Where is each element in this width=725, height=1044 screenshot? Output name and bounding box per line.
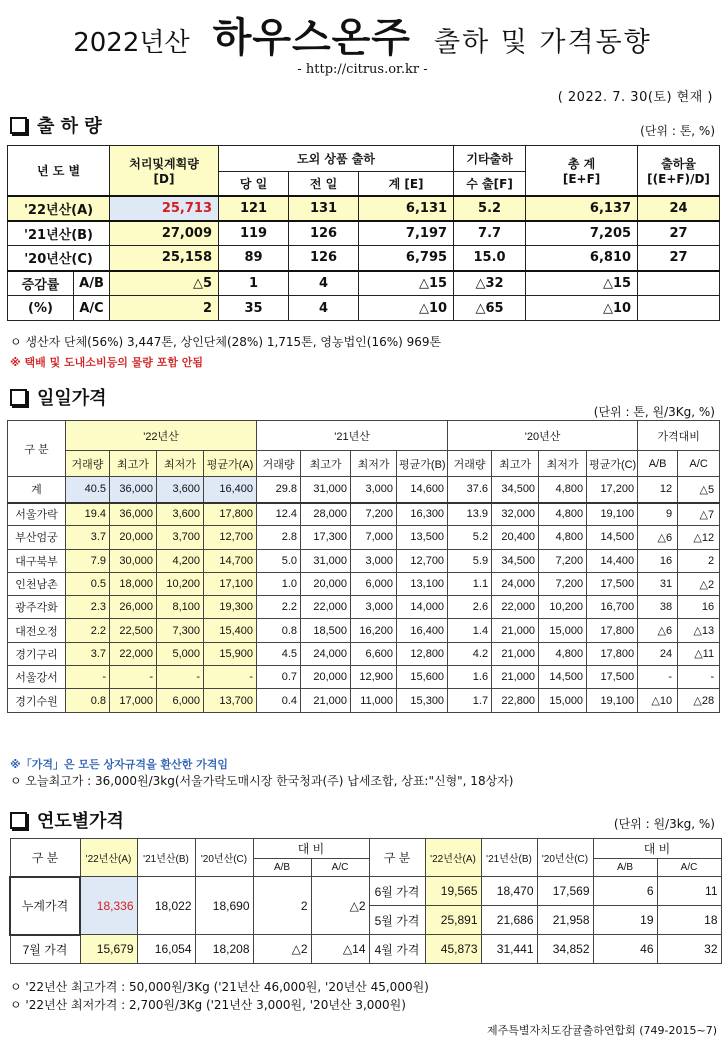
- price-cell: 2: [678, 549, 720, 572]
- header-col-right: 구 분: [369, 839, 425, 877]
- price-cell: 10,200: [157, 572, 204, 595]
- table-row: [8, 596, 720, 619]
- footer-org: 제주특별자치도감귤출하연합회 (749-2015~7): [486, 1024, 717, 1037]
- price-cell: 2.8: [257, 526, 301, 549]
- header-other: 기타출하: [454, 146, 526, 172]
- price-cell: 3.7: [66, 642, 110, 665]
- price-cell: 16: [638, 549, 678, 572]
- price-cell: 0.5: [66, 572, 110, 595]
- price-cell: 4,800: [539, 503, 587, 526]
- price-cell: △2: [678, 572, 720, 595]
- price-cell: 21,000: [492, 642, 539, 665]
- market-name: 대구북부: [8, 549, 66, 572]
- price-cell: 14,000: [397, 596, 448, 619]
- price-cell: 34,500: [492, 477, 539, 503]
- subheader-cell: 거래량: [66, 451, 110, 477]
- page-title: [0, 6, 725, 66]
- market-name: 광주각화: [8, 596, 66, 619]
- market-name: 서울강서: [8, 666, 66, 689]
- price-cell: 22,000: [492, 596, 539, 619]
- shipment-section-title: 출 하 량: [10, 112, 102, 138]
- price-cell: 18,000: [110, 572, 157, 595]
- title-main: 하우스온주: [212, 15, 411, 61]
- price-cell: 2.3: [66, 596, 110, 619]
- price-cell: 7,000: [351, 526, 397, 549]
- price-cell: 13.9: [448, 503, 492, 526]
- price-cell: 15,000: [539, 689, 587, 712]
- shipment-note-red: ※ 택배 및 도내소비등의 물량 포함 안됨: [10, 356, 204, 369]
- market-name: 경기구리: [8, 642, 66, 665]
- price-cell: 1.7: [448, 689, 492, 712]
- price-cell: 20,000: [301, 666, 351, 689]
- subheader-cell: 거래량: [257, 451, 301, 477]
- checkbox-icon: [10, 389, 27, 406]
- price-cell: 7,300: [157, 619, 204, 642]
- price-cell: △12: [678, 526, 720, 549]
- price-cell: 1.6: [448, 666, 492, 689]
- price-cell: 3,000: [351, 549, 397, 572]
- yearly-note-max: ㅇ '22년산 최고가격 : 50,000원/3Kg ('21년산 46,000원, '20년산 45,000원): [10, 980, 429, 994]
- header-planned: 처리및계획량 [D]: [110, 146, 219, 196]
- price-cell: 6,600: [351, 642, 397, 665]
- report-date: ( 2022. 7. 30(토) 현재 ): [557, 90, 713, 105]
- price-cell: 9: [638, 503, 678, 526]
- price-cell: 17,800: [587, 642, 638, 665]
- header-21: '21년산: [257, 421, 448, 451]
- price-cell: 22,800: [492, 689, 539, 712]
- header-year: 년 도 별: [8, 146, 110, 196]
- price-cell: 19,100: [587, 689, 638, 712]
- yearly-unit: (단위 : 원/3kg, %): [613, 817, 715, 831]
- price-cell: 6,000: [351, 572, 397, 595]
- price-cell: 17,500: [587, 572, 638, 595]
- header-22: '22년산: [66, 421, 257, 451]
- market-name: 경기수원: [8, 689, 66, 712]
- price-cell: -: [157, 666, 204, 689]
- shipment-table: [7, 145, 720, 321]
- price-cell: 20,000: [110, 526, 157, 549]
- price-cell: △6: [638, 619, 678, 642]
- price-cell: 24: [638, 642, 678, 665]
- price-cell: 36,000: [110, 477, 157, 503]
- daily-note: ※「가격」은 모든 상자규격을 환산한 가격임: [10, 758, 229, 771]
- price-cell: 1.0: [257, 572, 301, 595]
- price-cell: 2.6: [448, 596, 492, 619]
- price-cell: 12,700: [397, 549, 448, 572]
- price-cell: 5.9: [448, 549, 492, 572]
- subheader-cell: 최저가: [539, 451, 587, 477]
- price-cell: 31,000: [301, 549, 351, 572]
- subheader-cell: 최고가: [492, 451, 539, 477]
- table-row: 누계가격 18,336 18,022 18,690 2 △2 6월 가격 19,565 18,470 17,569 6 11: [10, 877, 721, 906]
- header-20: '20년산: [448, 421, 638, 451]
- price-cell: 26,000: [110, 596, 157, 619]
- subheader-cell: A/B: [638, 451, 678, 477]
- price-cell: 3.7: [66, 526, 110, 549]
- price-cell: 16,300: [397, 503, 448, 526]
- price-cell: 5.0: [257, 549, 301, 572]
- table-row: '20년산(C) 25,158 89 126 6,795 15.0 6,810 27: [8, 246, 720, 271]
- header-domestic: 도외 상품 출하: [219, 146, 454, 172]
- price-cell: 7,200: [351, 503, 397, 526]
- price-cell: 7,200: [539, 549, 587, 572]
- price-cell: △7: [678, 503, 720, 526]
- table-row: 7월 가격 15,679 16,054 18,208 △2 △14 4월 가격 45,873 31,441 34,852 46 32: [10, 935, 721, 964]
- price-cell: 19,100: [587, 503, 638, 526]
- table-row: (%) A/C 2 35 4 △10 △65 △10: [8, 296, 720, 321]
- price-cell: 4,800: [539, 477, 587, 503]
- price-cell: 14,500: [539, 666, 587, 689]
- subheader-cell: 평균가(B): [397, 451, 448, 477]
- price-cell: 1.1: [448, 572, 492, 595]
- header-compare: 가격대비: [638, 421, 720, 451]
- table-row: [8, 689, 720, 712]
- subheader-cell: 최저가: [351, 451, 397, 477]
- price-cell: 16,200: [351, 619, 397, 642]
- price-cell: 17,800: [204, 503, 257, 526]
- price-cell: △6: [638, 526, 678, 549]
- table-row: [8, 549, 720, 572]
- daily-note-2: ㅇ 오늘최고가 : 36,000원/3kg(서울가락도매시장 한국청과(주) 납세조합, 상표:"신형", 18상자): [10, 774, 514, 788]
- price-cell: 29.8: [257, 477, 301, 503]
- price-cell: 4,800: [539, 642, 587, 665]
- price-cell: 3,600: [157, 503, 204, 526]
- price-cell: △28: [678, 689, 720, 712]
- price-cell: 31: [638, 572, 678, 595]
- subheader-cell: 최저가: [157, 451, 204, 477]
- price-cell: 16,700: [587, 596, 638, 619]
- market-name: 대전오정: [8, 619, 66, 642]
- table-row: [8, 572, 720, 595]
- price-cell: 15,000: [539, 619, 587, 642]
- checkbox-icon: [10, 812, 27, 829]
- daily-section-title: 일일가격: [10, 384, 107, 410]
- table-row: 5월 가격 25,891 21,686 21,958 19 18: [10, 906, 721, 935]
- table-row: [8, 619, 720, 642]
- price-cell: 19.4: [66, 503, 110, 526]
- price-cell: 14,600: [397, 477, 448, 503]
- subheader-cell: 거래량: [448, 451, 492, 477]
- price-cell: 4,200: [157, 549, 204, 572]
- table-row: '22년산(A) 25,713 121 131 6,131 5.2 6,137 24: [8, 196, 720, 221]
- price-cell: 31,000: [301, 477, 351, 503]
- price-cell: 28,000: [301, 503, 351, 526]
- price-cell: 0.7: [257, 666, 301, 689]
- shipment-unit: (단위 : 톤, %): [640, 124, 715, 138]
- yearly-price-table: 구 분 '22년산(A) '21년산(B) '20년산(C) 대 비 구 분 '22년산(A) '21년산(B) '20년산(C) 대 비 A/B A/C A/B A/C 누계가격 18,336 18,022 18,690 2 △2 6월 가격 19,565 18,470 17,569 6 11 5월 가격 25,891 21,686 21,958 19 18 7월 가격 15,679 16,054 18,208 △2 △14 4월 가격 45,873 31,441 34,852 46 32: [9, 838, 722, 964]
- header-sum: 총 계 [E+F]: [526, 146, 638, 196]
- price-cell: 2.2: [66, 619, 110, 642]
- subheader-cell: 평균가(C): [587, 451, 638, 477]
- subheader-cell: 최고가: [301, 451, 351, 477]
- price-cell: 18,500: [301, 619, 351, 642]
- table-row: [8, 503, 720, 526]
- price-cell: 36,000: [110, 503, 157, 526]
- table-row: '21년산(B) 27,009 119 126 7,197 7.7 7,205 27: [8, 221, 720, 246]
- header-col-left: 구 분: [10, 839, 80, 877]
- subheader-cell: 평균가(A): [204, 451, 257, 477]
- price-cell: 3,700: [157, 526, 204, 549]
- price-cell: 0.8: [257, 619, 301, 642]
- price-cell: 21,000: [492, 619, 539, 642]
- checkbox-icon: [10, 117, 27, 134]
- price-cell: 4.5: [257, 642, 301, 665]
- header-today: 당 일: [219, 172, 289, 196]
- price-cell: 15,300: [397, 689, 448, 712]
- header-export: 수 출[F]: [454, 172, 526, 196]
- market-name: 인천남촌: [8, 572, 66, 595]
- yearly-note-min: ㅇ '22년산 최저가격 : 2,700원/3Kg ('21년산 3,000원, '20년산 3,000원): [10, 998, 406, 1012]
- price-cell: 17,500: [587, 666, 638, 689]
- price-cell: 16: [678, 596, 720, 619]
- title-year: 2022년산: [73, 28, 190, 58]
- table-row: [8, 666, 720, 689]
- price-cell: 32,000: [492, 503, 539, 526]
- price-cell: 22,500: [110, 619, 157, 642]
- price-cell: 17,800: [587, 619, 638, 642]
- price-cell: 20,400: [492, 526, 539, 549]
- price-cell: 17,000: [110, 689, 157, 712]
- price-cell: 14,400: [587, 549, 638, 572]
- table-row: 증감률 A/B △5 1 4 △15 △32 △15: [8, 271, 720, 296]
- price-cell: △10: [638, 689, 678, 712]
- price-cell: 12,700: [204, 526, 257, 549]
- price-cell: 10,200: [539, 596, 587, 619]
- price-cell: 30,000: [110, 549, 157, 572]
- price-cell: 38: [638, 596, 678, 619]
- price-cell: 17,100: [204, 572, 257, 595]
- price-cell: 13,700: [204, 689, 257, 712]
- price-cell: 4.2: [448, 642, 492, 665]
- price-cell: -: [110, 666, 157, 689]
- price-cell: 40.5: [66, 477, 110, 503]
- price-cell: 16,400: [204, 477, 257, 503]
- price-cell: 22,000: [110, 642, 157, 665]
- price-cell: 19,300: [204, 596, 257, 619]
- subheader-cell: 최고가: [110, 451, 157, 477]
- price-cell: △11: [678, 642, 720, 665]
- table-row: [8, 477, 720, 503]
- title-sub: 출하 및 가격동향: [434, 27, 652, 58]
- price-cell: 8,100: [157, 596, 204, 619]
- header-prev: 전 일: [289, 172, 359, 196]
- price-cell: 12,800: [397, 642, 448, 665]
- market-name: 계: [8, 477, 66, 503]
- price-cell: 2.2: [257, 596, 301, 619]
- price-cell: 5.2: [448, 526, 492, 549]
- price-cell: 0.4: [257, 689, 301, 712]
- price-cell: -: [204, 666, 257, 689]
- market-name: 부산엄궁: [8, 526, 66, 549]
- price-cell: 37.6: [448, 477, 492, 503]
- price-cell: 7,200: [539, 572, 587, 595]
- price-cell: 22,000: [301, 596, 351, 619]
- price-cell: 16,400: [397, 619, 448, 642]
- subheader-cell: A/C: [678, 451, 720, 477]
- source-url: - http://citrus.or.kr -: [297, 62, 428, 77]
- price-cell: △13: [678, 619, 720, 642]
- table-row: [8, 526, 720, 549]
- price-cell: 17,200: [587, 477, 638, 503]
- price-cell: 3,000: [351, 477, 397, 503]
- price-cell: 17,300: [301, 526, 351, 549]
- price-cell: -: [678, 666, 720, 689]
- price-cell: -: [638, 666, 678, 689]
- price-cell: 24,000: [492, 572, 539, 595]
- price-cell: 15,900: [204, 642, 257, 665]
- header-ratio: 출하율 [(E+F)/D]: [638, 146, 720, 196]
- price-cell: 15,400: [204, 619, 257, 642]
- header-total: 계 [E]: [359, 172, 454, 196]
- price-cell: 4,800: [539, 526, 587, 549]
- price-cell: 6,000: [157, 689, 204, 712]
- shipment-note: ㅇ 생산자 단체(56%) 3,447톤, 상인단체(28%) 1,715톤, 영농법인(16%) 969톤: [10, 335, 442, 349]
- price-cell: 12.4: [257, 503, 301, 526]
- price-cell: 14,700: [204, 549, 257, 572]
- price-cell: 11,000: [351, 689, 397, 712]
- price-cell: 21,000: [492, 666, 539, 689]
- price-cell: 0.8: [66, 689, 110, 712]
- table-row: [8, 642, 720, 665]
- price-cell: 24,000: [301, 642, 351, 665]
- price-cell: 3,600: [157, 477, 204, 503]
- price-cell: 21,000: [301, 689, 351, 712]
- price-cell: 13,100: [397, 572, 448, 595]
- price-cell: 12: [638, 477, 678, 503]
- market-name: 서울가락: [8, 503, 66, 526]
- daily-unit: (단위 : 톤, 원/3Kg, %): [593, 405, 715, 419]
- price-cell: 12,900: [351, 666, 397, 689]
- price-cell: △5: [678, 477, 720, 503]
- price-cell: 7.9: [66, 549, 110, 572]
- yearly-section-title: 연도별가격: [10, 807, 124, 833]
- price-cell: 3,000: [351, 596, 397, 619]
- price-cell: 5,000: [157, 642, 204, 665]
- price-cell: 15,600: [397, 666, 448, 689]
- price-cell: 13,500: [397, 526, 448, 549]
- price-cell: 14,500: [587, 526, 638, 549]
- price-cell: 20,000: [301, 572, 351, 595]
- price-cell: 1.4: [448, 619, 492, 642]
- header-col: 구 분: [8, 421, 66, 477]
- price-cell: 34,500: [492, 549, 539, 572]
- daily-price-table: [7, 420, 720, 713]
- price-cell: -: [66, 666, 110, 689]
